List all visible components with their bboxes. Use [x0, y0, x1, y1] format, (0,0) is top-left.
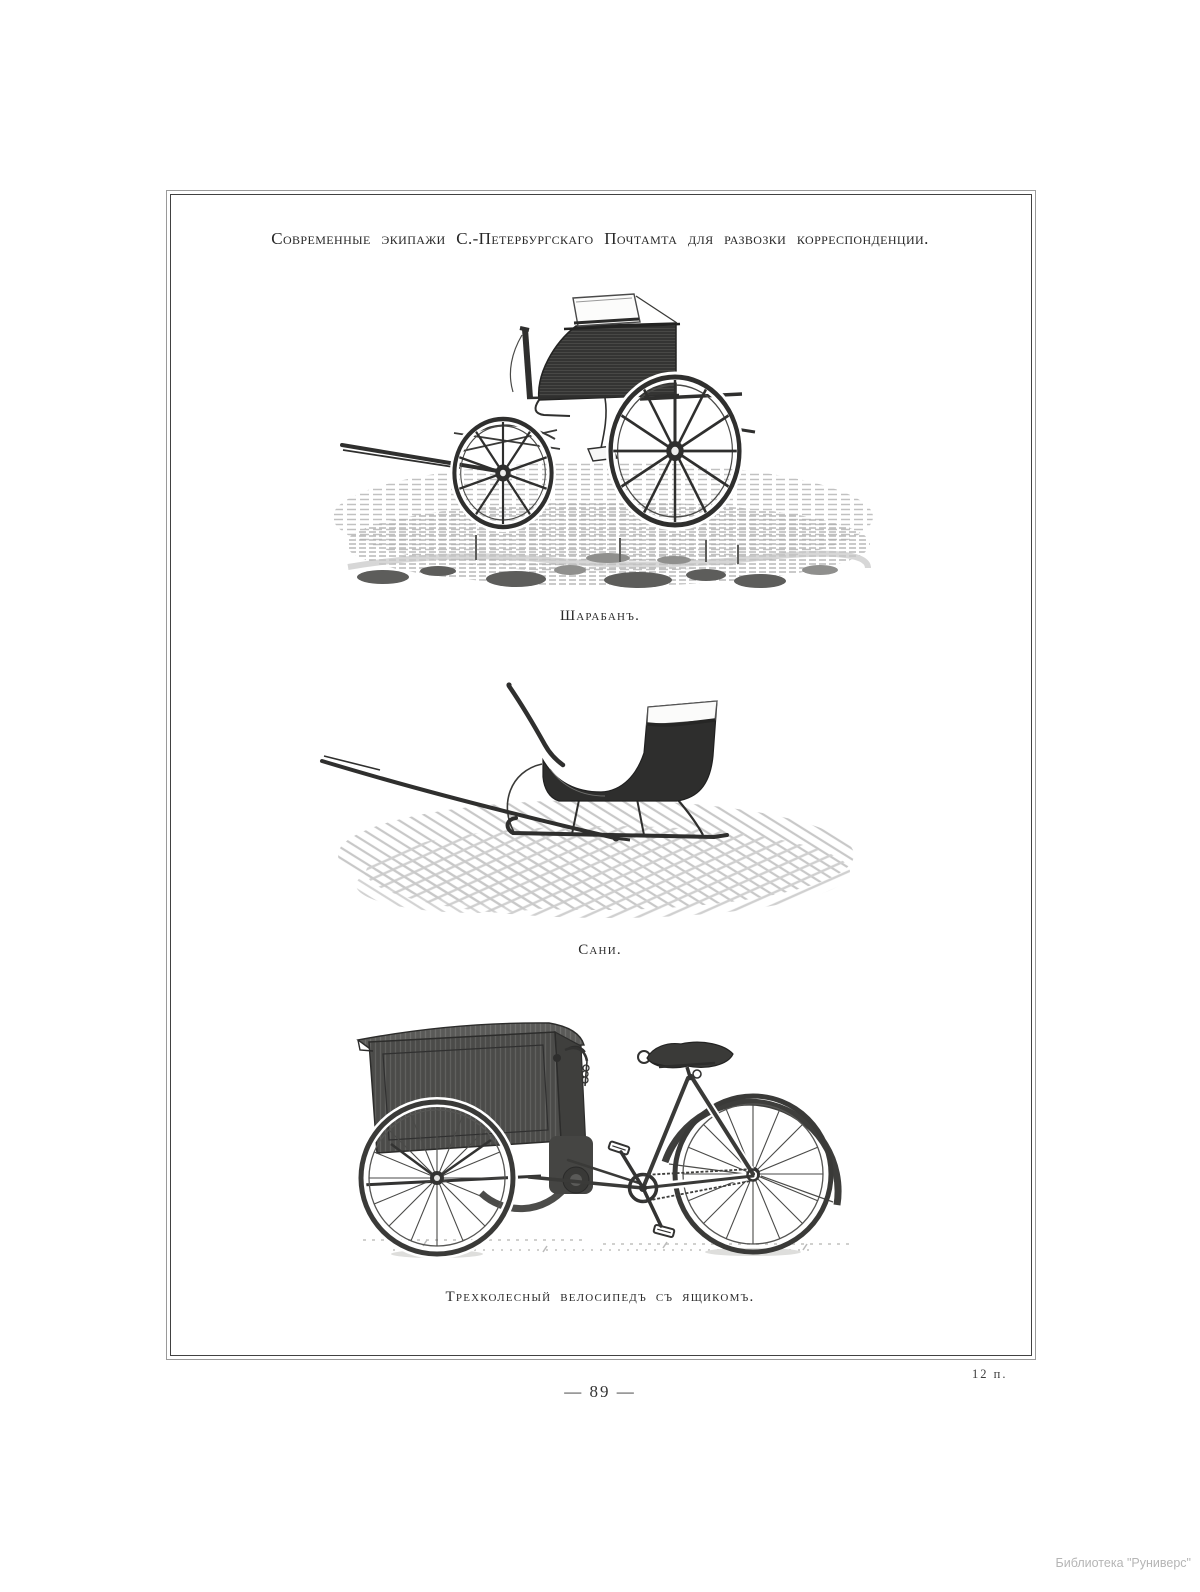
figure-caption-charabanc: Шарабанъ.	[559, 608, 641, 624]
charabanc-illustration	[308, 282, 878, 597]
sleigh-illustration	[316, 657, 881, 927]
page-title: Современные экипажи С.-Петербургскаго Почтамта для развозки корреспонденции.	[271, 229, 929, 248]
figure-caption-sleigh: Сани.	[578, 942, 622, 958]
page-number: — 89 —	[564, 1382, 636, 1401]
signature-mark: 12 п.	[972, 1367, 1008, 1381]
figure-caption-tricycle: Трехколесный велосипедъ съ ящикомъ.	[445, 1289, 755, 1305]
cargo-tricycle-illustration	[333, 988, 873, 1263]
library-watermark: Библиотека "Руниверс"	[1055, 1556, 1191, 1570]
